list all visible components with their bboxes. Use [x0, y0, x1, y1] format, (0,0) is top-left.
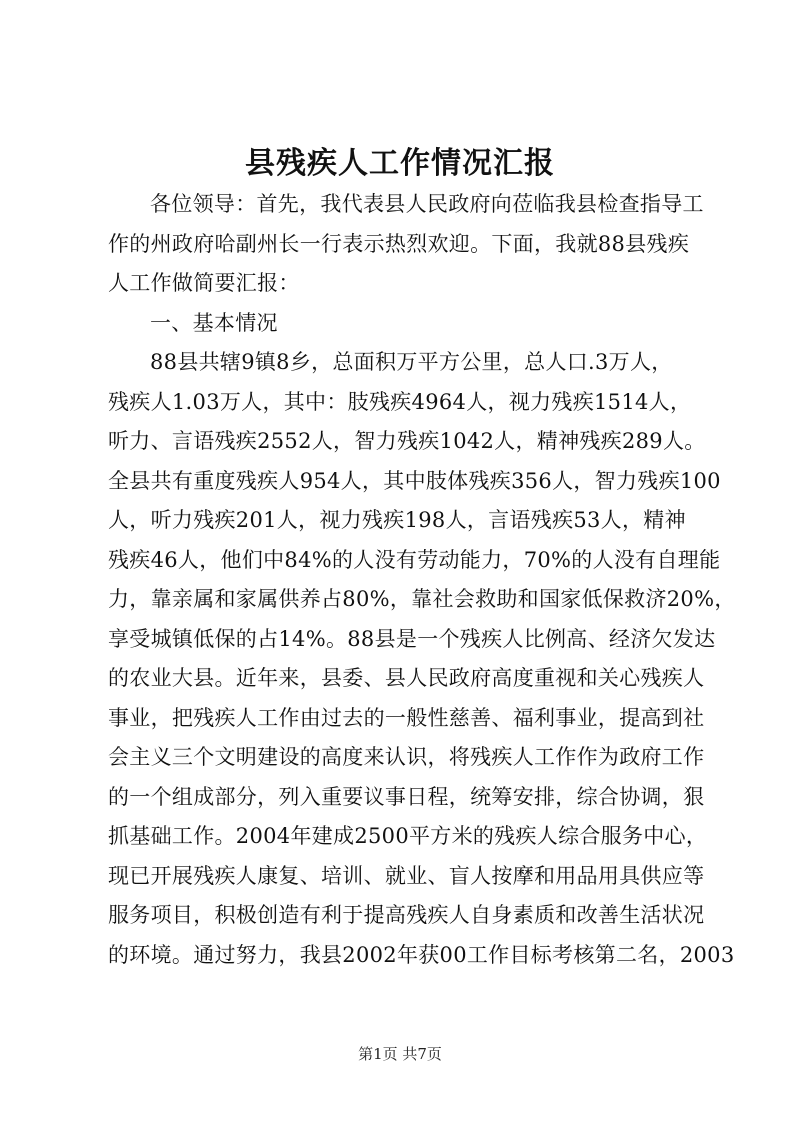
paragraph-line: 的农业大县。近年来，县委、县人民政府高度重视和关心残疾人: [108, 666, 705, 690]
paragraph-line: 残疾人1.03万人，其中：肢残疾4964人，视力残疾1514人，: [108, 389, 692, 414]
paragraph-line: 事业，把残疾人工作由过去的一般性慈善、福利事业，提高到社: [108, 705, 705, 730]
paragraph-line: 的一个组成部分，列入重要议事日程，统筹安排，综合协调，狠: [108, 784, 705, 809]
section-heading: 一、基本情况: [150, 310, 278, 335]
paragraph-line: 作的州政府哈副州长一行表示热烈欢迎。下面，我就88县残疾: [108, 231, 690, 256]
paragraph-line: 享受城镇低保的占14%。88县是一个残疾人比例高、经济欠发达: [108, 626, 716, 651]
paragraph-line: 抓基础工作。2004年建成2500平方米的残疾人综合服务中心，: [108, 824, 708, 848]
document-body: [108, 185, 736, 975]
paragraph-line: 力，靠亲属和家属供养占80%，靠社会救助和国家低保救济20%，: [108, 587, 736, 611]
paragraph-line: 全县共有重度残疾人954人，其中肢体残疾356人，智力残疾100: [108, 468, 721, 493]
paragraph-line: 的环境。通过努力，我县2002年获00工作目标考核第二名，2003: [108, 942, 735, 967]
document-title: 县残疾人工作情况汇报: [245, 146, 555, 181]
paragraph-line: 现已开展残疾人康复、培训、就业、盲人按摩和用品用具供应等: [108, 863, 705, 888]
paragraph-line: 残疾46人，他们中84%的人没有劳动能力，70%的人没有自理能: [108, 547, 721, 572]
paragraph-line: 人工作做简要汇报：: [108, 271, 300, 295]
paragraph-line: 88县共辖9镇8乡，总面积万平方公里，总人口.3万人，: [150, 350, 673, 374]
page-footer: 第1页 共7页: [358, 1045, 442, 1063]
paragraph-line: 人，听力残疾201人，视力残疾198人，言语残疾53人，精神: [108, 508, 686, 532]
paragraph-line: 听力、言语残疾2552人，智力残疾1042人，精神残疾289人。: [108, 429, 706, 453]
paragraph-line: 各位领导：首先，我代表县人民政府向莅临我县检查指导工: [150, 192, 704, 216]
paragraph-line: 服务项目，积极创造有利于提高残疾人自身素质和改善生活状况: [108, 903, 705, 927]
paragraph-line: 会主义三个文明建设的高度来认识，将残疾人工作作为政府工作: [108, 745, 705, 769]
